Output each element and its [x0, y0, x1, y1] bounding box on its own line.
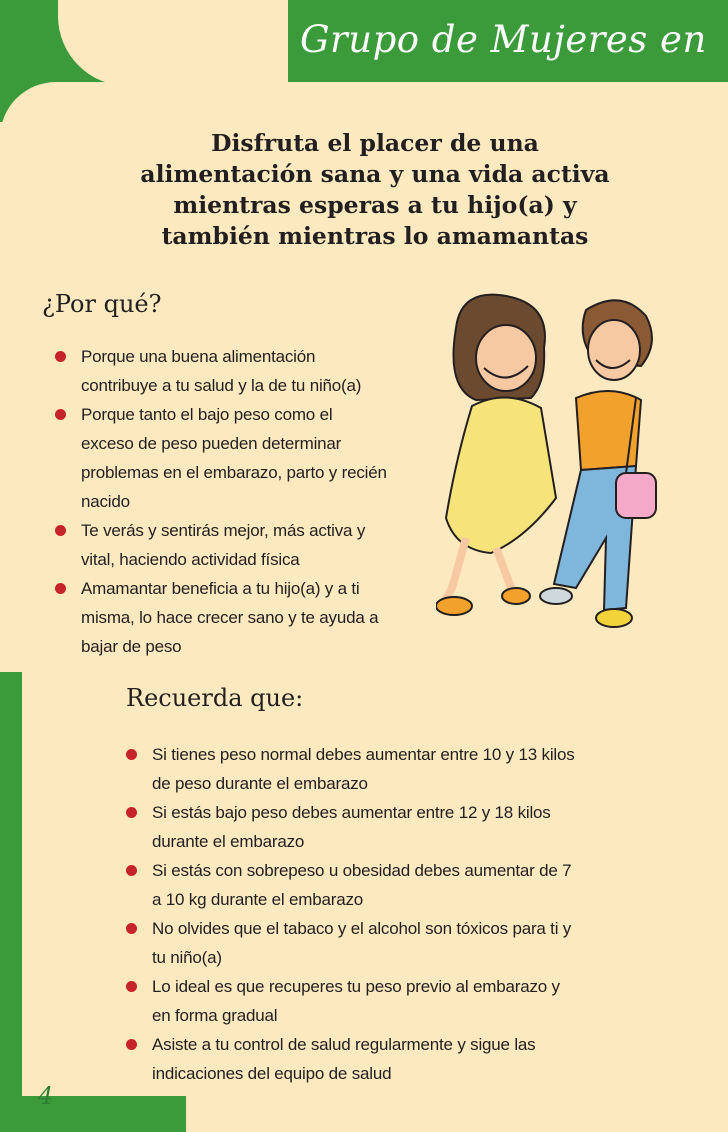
list-item: Si tienes peso normal debes aumentar entre 10 y 13 kilos de peso durante el embarazo: [124, 740, 654, 798]
bullet-icon: [126, 981, 137, 992]
list-item: Te verás y sentirás mejor, más activa y vital, haciendo actividad física: [53, 516, 443, 574]
list-item: Lo ideal es que recuperes tu peso previo al embarazo y en forma gradual: [124, 972, 654, 1030]
headline: [80, 128, 670, 252]
bullet-icon: [126, 923, 137, 934]
list-item: Porque una buena alimentación contribuye a tu salud y la de tu niño(a): [53, 342, 443, 400]
headline-line: también mientras lo amamantas: [161, 222, 589, 250]
bullet-icon: [126, 865, 137, 876]
left-green-band: [0, 672, 22, 1132]
bullet-icon: [126, 1039, 137, 1050]
bullet-icon: [55, 351, 66, 362]
header-title: Grupo de Mujeres en: [300, 18, 707, 61]
remember-title: Recuerda que:: [126, 684, 304, 712]
header-cream-shape: [58, 0, 288, 86]
list-item: Si estás con sobrepeso u obesidad debes aumentar de 7 a 10 kg durante el embarazo: [124, 856, 654, 914]
list-item: Amamantar beneficia a tu hijo(a) y a ti misma, lo hace crecer sano y te ayuda a bajar de peso: [53, 574, 443, 661]
headline-line: Disfruta el placer de una: [211, 129, 539, 157]
bullet-icon: [55, 409, 66, 420]
why-title: ¿Por qué?: [42, 290, 162, 318]
list-item: No olvides que el tabaco y el alcohol son tóxicos para ti y tu niño(a): [124, 914, 654, 972]
page-number: 4: [38, 1082, 54, 1110]
bullet-icon: [55, 525, 66, 536]
bullet-icon: [126, 749, 137, 760]
bottom-green-band: [0, 1096, 186, 1132]
list-item: Si estás bajo peso debes aumentar entre 12 y 18 kilos durante el embarazo: [124, 798, 654, 856]
list-item: Porque tanto el bajo peso como el exceso de peso pueden determinar problemas en el embarazo, parto y recién nacido: [53, 400, 443, 516]
headline-line: alimentación sana y una vida activa: [140, 160, 610, 188]
two-women-walking-illustration: [436, 288, 666, 638]
why-list: [53, 342, 443, 661]
remember-list: [124, 740, 654, 1088]
headline-line: mientras esperas a tu hijo(a) y: [173, 191, 577, 219]
bullet-icon: [126, 807, 137, 818]
list-item: Asiste a tu control de salud regularmente y sigue las indicaciones del equipo de salud: [124, 1030, 654, 1088]
bullet-icon: [55, 583, 66, 594]
